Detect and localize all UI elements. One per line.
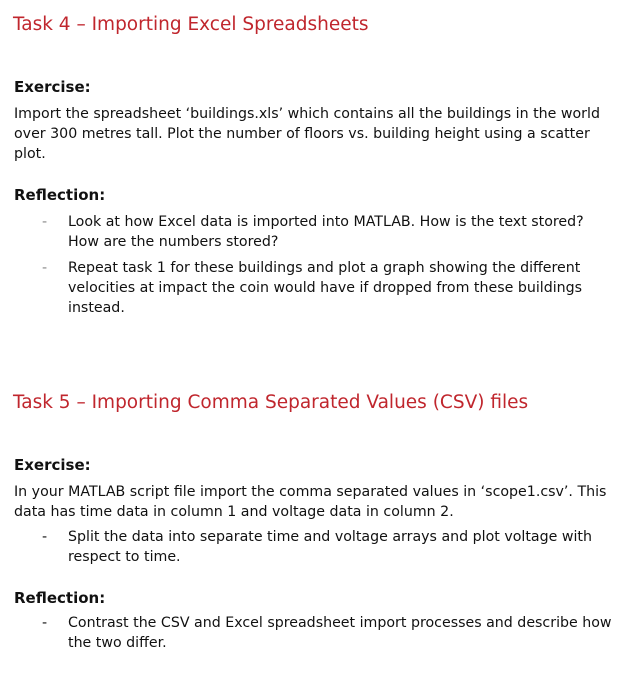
task-4-exercise-text: Import the spreadsheet ‘buildings.xls’ which contains all the buildings in the world over 300 metres tall. Plot the number of floors vs. building height using a scatter plot.	[14, 106, 600, 162]
task-5-exercise-label: Exercise:	[14, 456, 91, 474]
task-5-reflection-list	[14, 613, 614, 653]
bullet-dash-icon: -	[42, 529, 48, 545]
list-item-text: Split the data into separate time and voltage arrays and plot voltage with respect to time.	[68, 529, 592, 565]
bullet-dash-icon: -	[42, 260, 48, 276]
list-item	[14, 258, 614, 318]
list-item-text: Repeat task 1 for these buildings and plot a graph showing the different velocities at impact the coin would have if dropped from these buildings instead.	[68, 260, 583, 316]
list-item-text: Contrast the CSV and Excel spreadsheet import processes and describe how the two differ.	[68, 615, 612, 651]
task-5-reflection-label: Reflection:	[14, 589, 106, 607]
list-item	[14, 527, 614, 567]
list-item	[14, 613, 614, 653]
task-4-heading: Task 4 – Importing Excel Spreadsheets	[13, 14, 369, 35]
task-4-reflection-label: Reflection:	[14, 186, 106, 204]
task-5-heading: Task 5 – Importing Comma Separated Values (CSV) files	[13, 392, 529, 413]
task-4-exercise-label: Exercise:	[14, 78, 91, 96]
task-4-reflection-list	[14, 212, 614, 318]
bullet-dash-icon: -	[42, 214, 48, 230]
task-5-exercise-list	[14, 527, 614, 567]
list-item-text: Look at how Excel data is imported into MATLAB. How is the text stored? How are the numbers stored?	[68, 214, 584, 250]
list-item	[14, 212, 614, 252]
bullet-dash-icon: -	[42, 615, 48, 631]
task-5-exercise-text: In your MATLAB script file import the comma separated values in ‘scope1.csv’. This data has time data in column 1 and voltage data in column 2.	[14, 484, 607, 520]
